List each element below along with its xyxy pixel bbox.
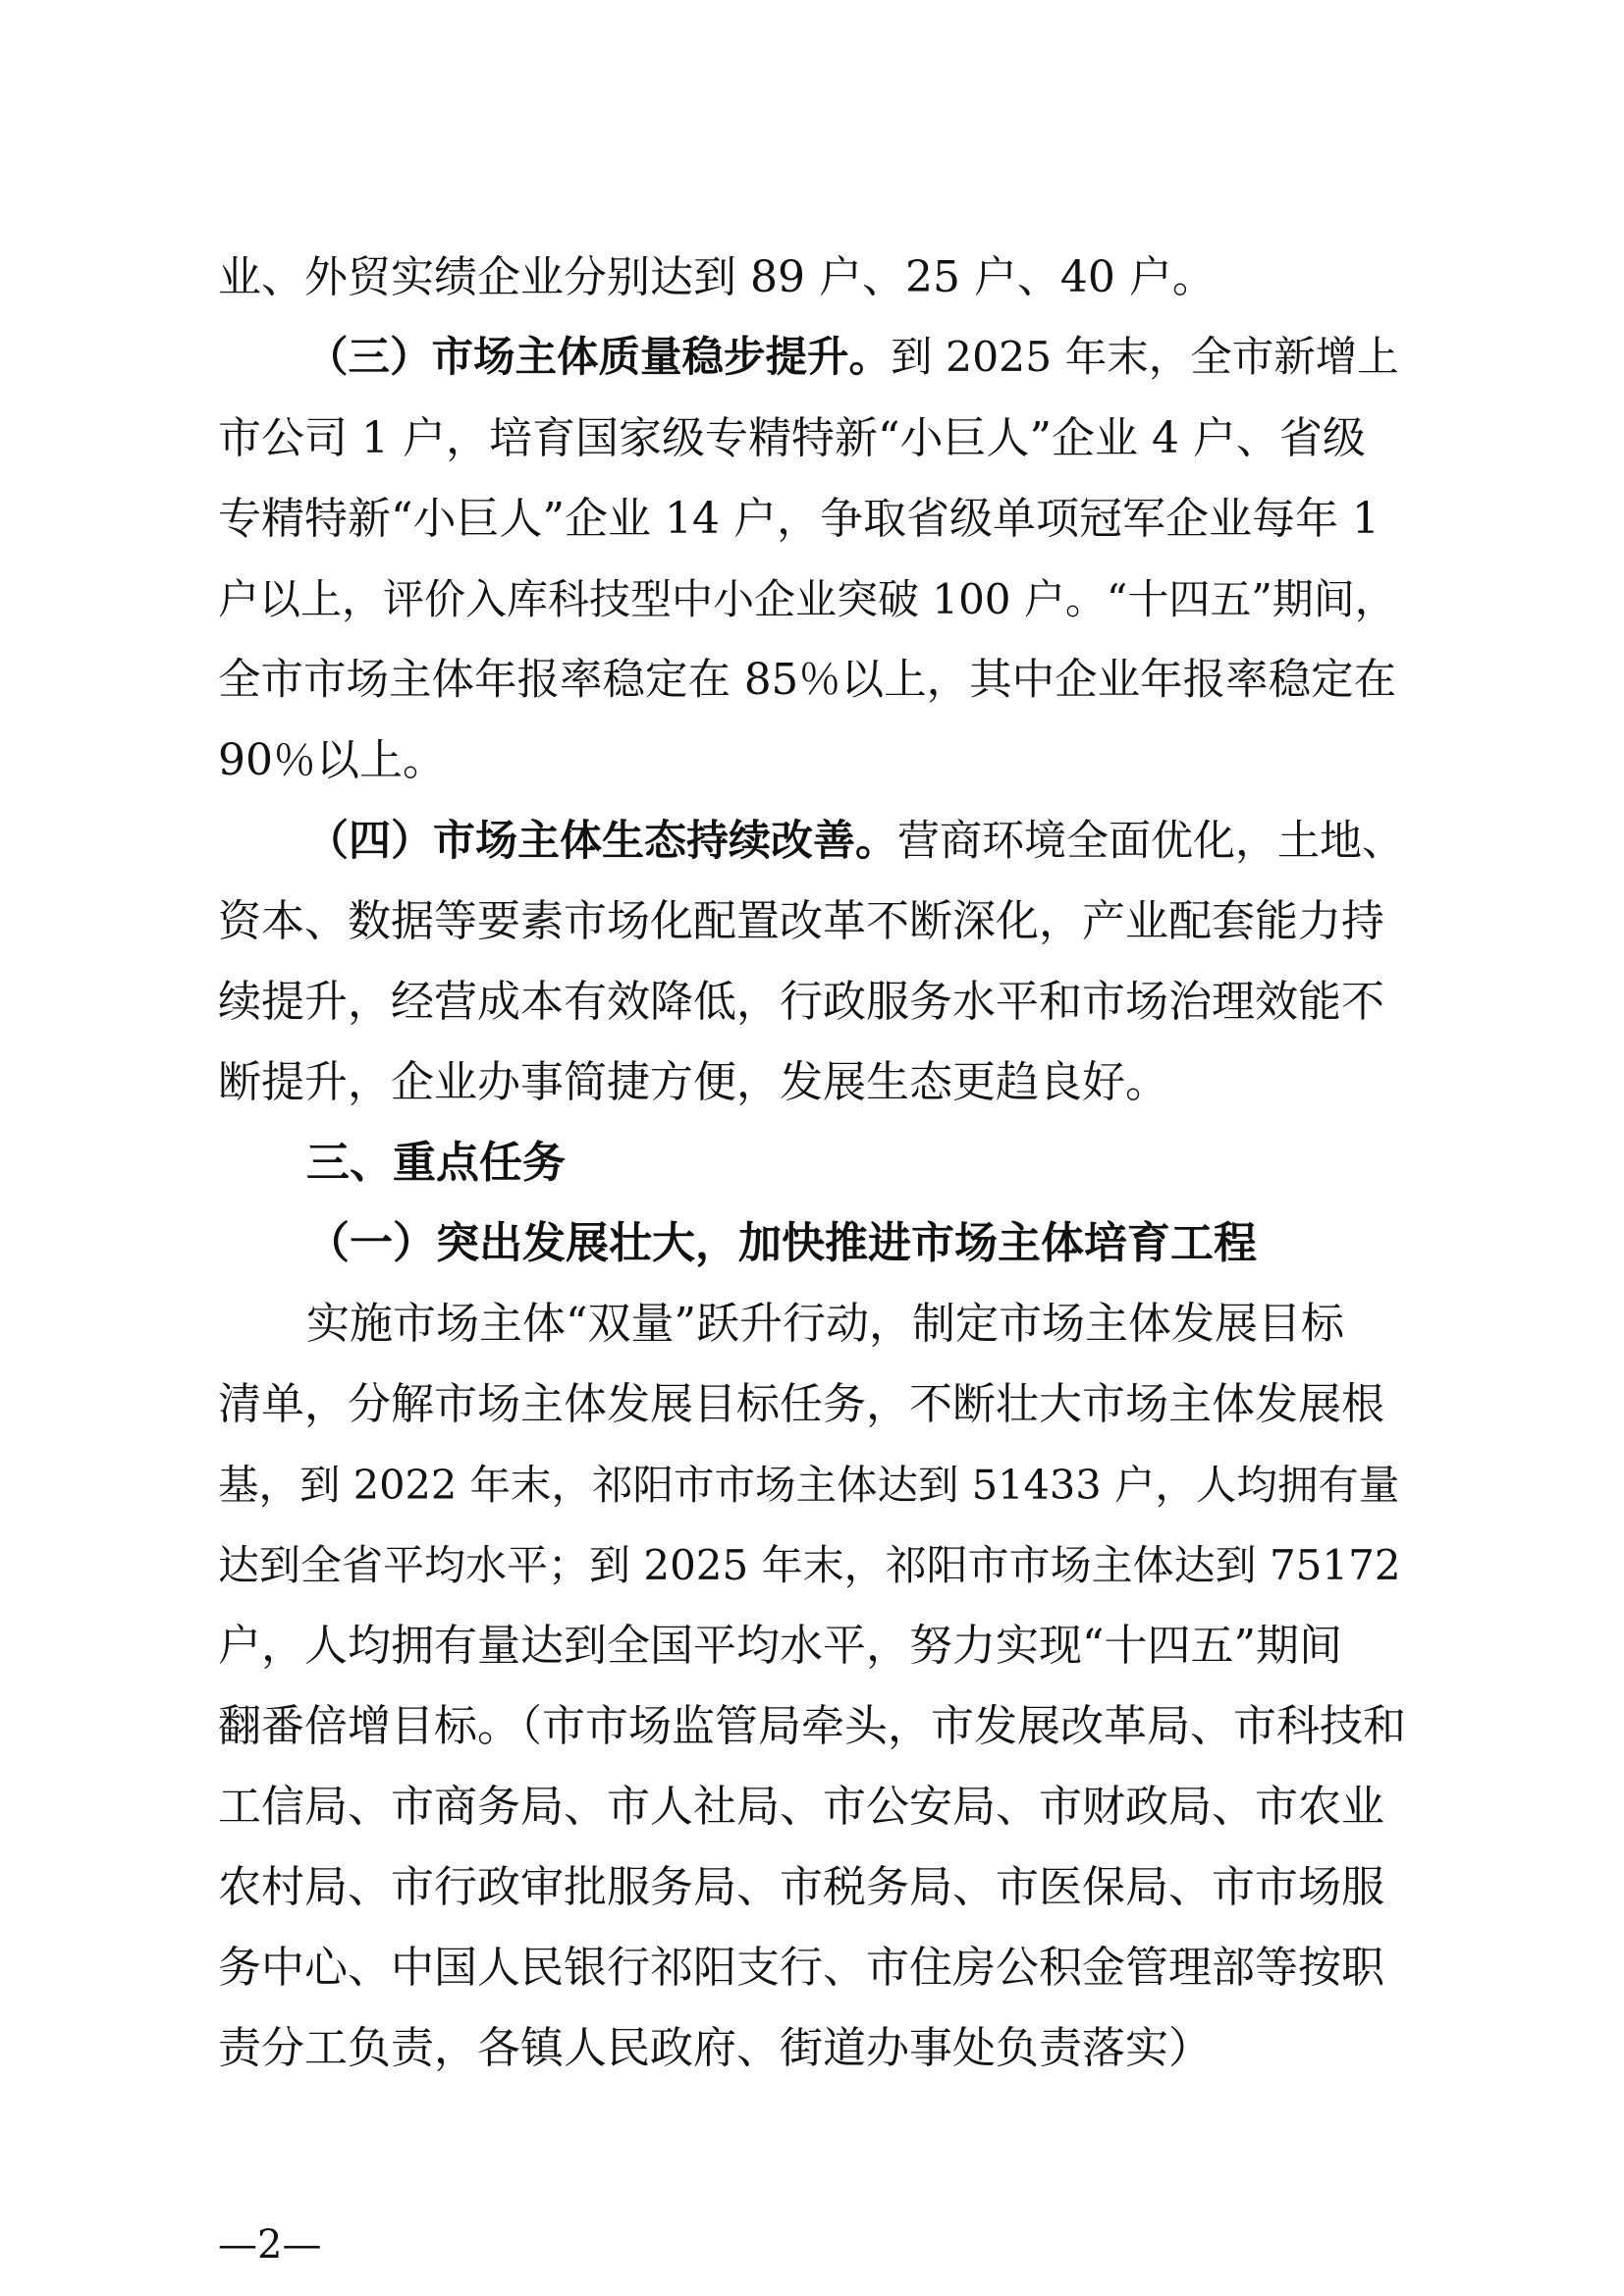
section-3-line-5: 全市市场主体年报率稳定在 85％以上，其中企业年报率稳定在 [218, 656, 1397, 705]
page-number: —2— [218, 2222, 322, 2268]
task-1-line-7: 工信局、市商务局、市人社局、市公安局、市财政局、市农业 [218, 1782, 1384, 1832]
subheading-task-1: （一）突出发展壮大，加快推进市场主体培育工程 [306, 1218, 1257, 1268]
section-3-line-1-text: 到 2025 年末，全市新增上 [891, 334, 1399, 382]
section-4-line-2: 资本、数据等要素市场化配置改革不断深化，产业配套能力持 [218, 896, 1384, 946]
task-1-line-1: 实施市场主体“双量”跃升行动，制定市场主体发展目标 [306, 1299, 1344, 1349]
task-1-line-3: 基，到 2022 年末，祁阳市市场主体达到 51433 户，人均拥有量 [218, 1461, 1400, 1509]
task-1-line-10: 责分工负责，各镇人民政府、街道办事处负责落实） [218, 2023, 1212, 2073]
section-4-line-4: 断提升，企业办事简捷方便，发展生态更趋良好。 [218, 1057, 1168, 1107]
task-1-line-5: 户，人均拥有量达到全国平均水平，努力实现“十四五”期间 [218, 1621, 1342, 1671]
section-3-line-6: 90％以上。 [218, 735, 446, 785]
section-3-title: （三）市场主体质量稳步提升。 [306, 334, 892, 382]
section-3-line-4: 户以上，评价入库科技型中小企业突破 100 户。“十四五”期间， [218, 575, 1396, 623]
task-1-line-9: 务中心、中国人民银行祁阳支行、市住房公积金管理部等按职 [218, 1943, 1384, 1993]
section-3-line-3: 专精特新“小巨人”企业 14 户，争取省级单项冠军企业每年 1 [218, 494, 1380, 544]
section-4-line-3: 续提升，经营成本有效降低，行政服务水平和市场治理效能不 [218, 977, 1384, 1027]
task-1-line-4: 达到全省平均水平；到 2025 年末，祁阳市市场主体达到 75172 [218, 1541, 1401, 1589]
section-4-line-1-text: 营商环境全面优化，土地、 [897, 817, 1404, 866]
section-3-line-2: 市公司 1 户，培育国家级专精特新“小巨人”企业 4 户、省级 [218, 413, 1366, 463]
section-4-title: （四）市场主体生态持续改善。 [306, 817, 897, 866]
task-1-line-8: 农村局、市行政审批服务局、市税务局、市医保局、市市场服 [218, 1862, 1384, 1912]
section-3-line-1 [306, 329, 1399, 388]
task-1-line-6: 翻番倍增目标。（市市场监管局牵头，市发展改革局、市科技和 [218, 1701, 1406, 1751]
heading-key-tasks: 三、重点任务 [306, 1138, 566, 1188]
paragraph-continuation-line: 业、外贸实绩企业分别达到 89 户、25 户、40 户。 [218, 252, 1216, 302]
section-4-line-1 [306, 812, 1404, 871]
task-1-line-2: 清单，分解市场主体发展目标任务，不断壮大市场主体发展根 [218, 1379, 1384, 1429]
